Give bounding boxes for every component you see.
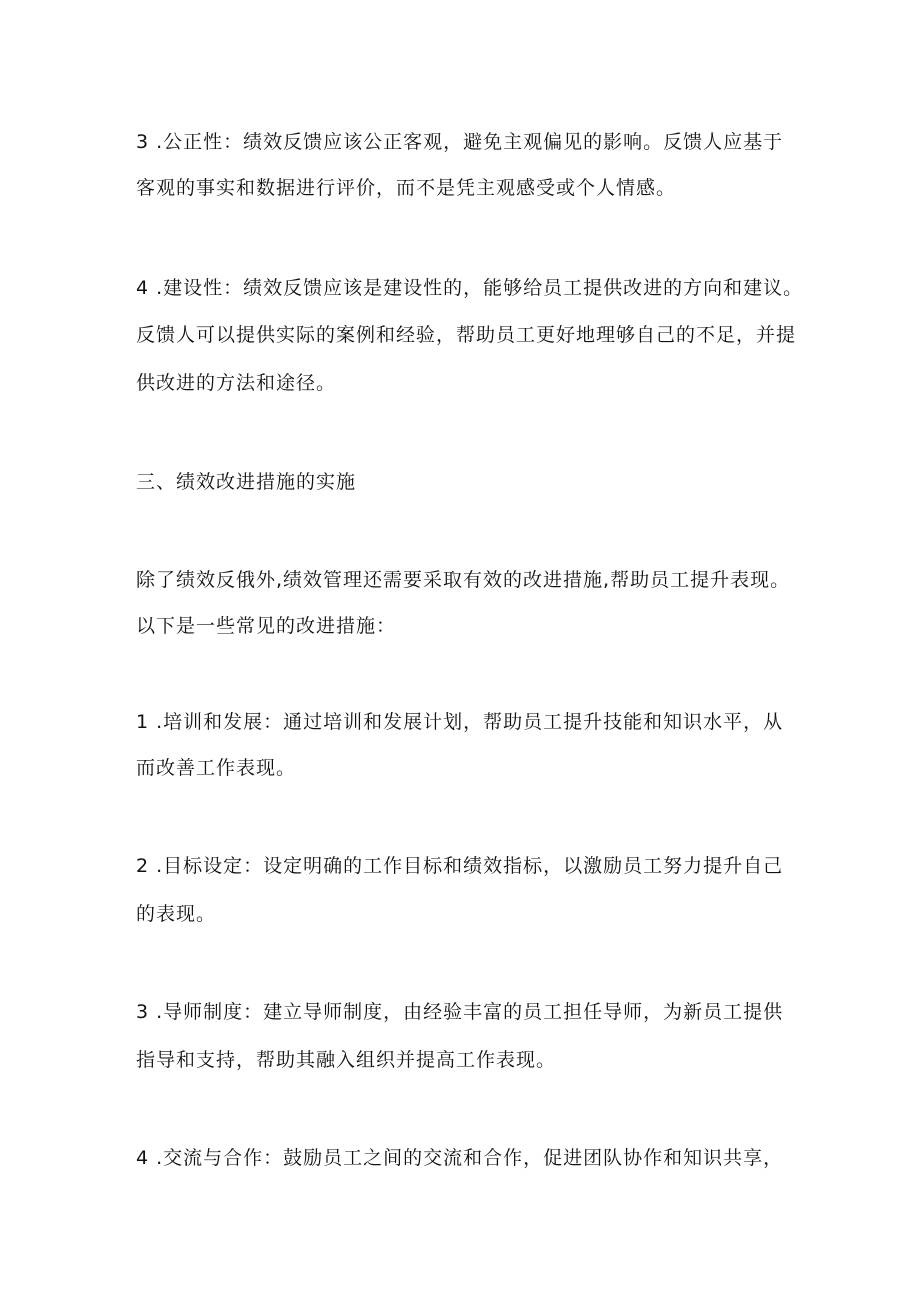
text-line: 反馈人可以提供实际的案例和经验，帮助员工更好地理够自己的不足，并提 <box>136 324 797 346</box>
text-line: 而改善工作表现。 <box>136 757 297 779</box>
text-line: 以下是一些常见的改进措施： <box>136 615 397 637</box>
text-line: 4 .建设性：绩效反馈应该是建设性的，能够给员工提供改进的方向和建议。 <box>136 277 804 299</box>
text-line: 2 .目标设定：设定明确的工作目标和绩效指标，以激励员工努力提升自己 <box>136 855 784 877</box>
text-line: 指导和支持，帮助其融入组织并提高工作表现。 <box>136 1049 557 1071</box>
text-line: 三、绩效改进措施的实施 <box>136 471 357 493</box>
text-line: 3 .导师制度：建立导师制度，由经验丰富的员工担任导师，为新员工提供 <box>136 1001 784 1023</box>
text-line: 1 .培训和发展：通过培训和发展计划，帮助员工提升技能和知识水平，从 <box>136 711 784 733</box>
text-line: 供改进的方法和途径。 <box>136 372 337 394</box>
text-line: 客观的事实和数据进行评价，而不是凭主观感受或个人情感。 <box>136 177 677 199</box>
text-line: 的表现。 <box>136 903 217 925</box>
text-line: 3 .公正性：绩效反馈应该公正客观，避免主观偏见的影响。反馈人应基于 <box>136 131 784 153</box>
text-line: 除了绩效反俄外,绩效管理还需要采取有效的改进措施,帮助员工提升表现。 <box>136 569 791 591</box>
text-line: 4 .交流与合作：鼓励员工之间的交流和合作，促进团队协作和知识共享， <box>136 1147 784 1169</box>
